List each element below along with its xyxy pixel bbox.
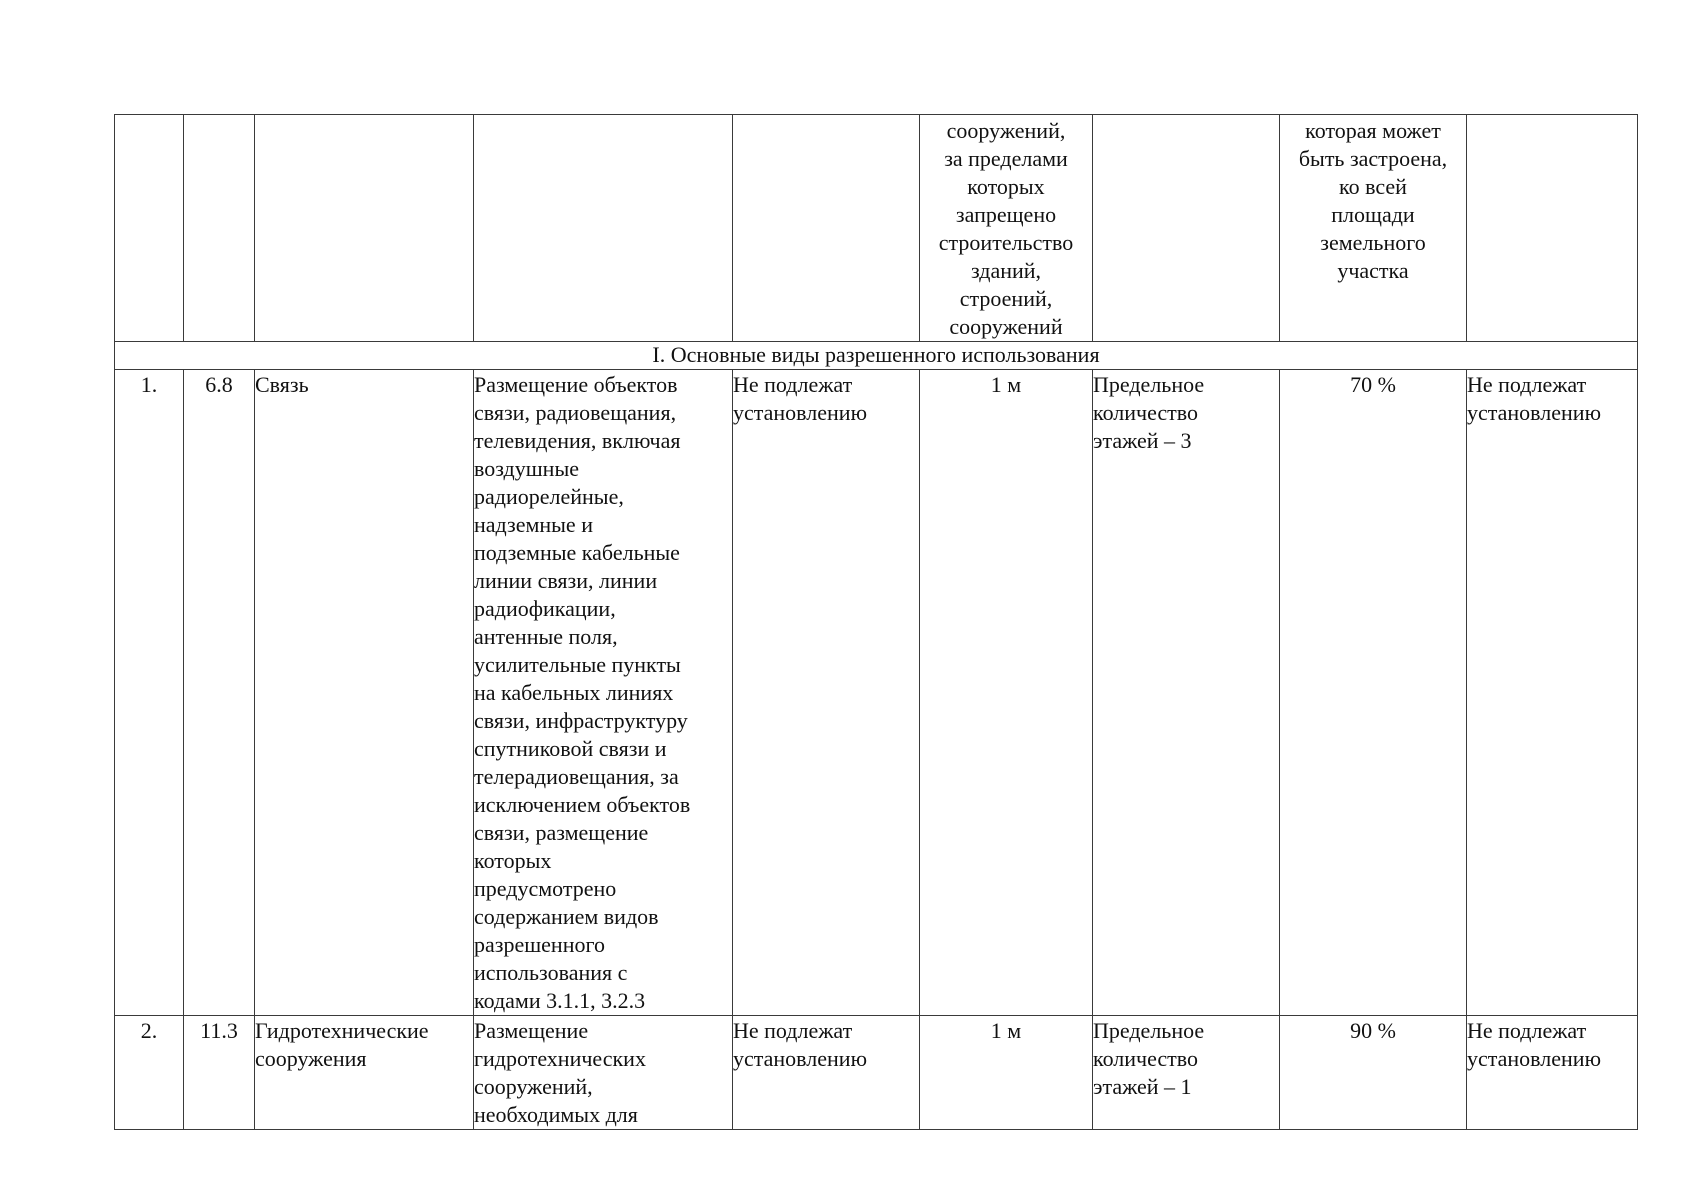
- row-code: 6.8: [205, 372, 233, 397]
- row-setback: 1 м: [990, 372, 1022, 397]
- row-number-cell: [115, 1016, 184, 1130]
- row-description: Размещение гидротехнических сооружений, необходимых для: [474, 1018, 646, 1127]
- row-floors: Предельное количество этажей – 1: [1093, 1018, 1205, 1099]
- land-use-regulations-table: [114, 114, 1638, 1130]
- row-other: Не подлежат установлению: [1467, 1018, 1602, 1071]
- row-plot-size: Не подлежат установлению: [733, 1018, 868, 1071]
- row-name: Связь: [255, 372, 309, 397]
- table-row: [115, 1016, 1638, 1130]
- row-code-cell: [184, 370, 255, 1016]
- row-number: 2.: [140, 1018, 158, 1043]
- row-other-cell: [1467, 370, 1638, 1016]
- row-coverage-cell: [1280, 370, 1467, 1016]
- row-coverage: 70 %: [1350, 372, 1396, 397]
- row-setback: 1 м: [990, 1018, 1022, 1043]
- row-plot-size: Не подлежат установлению: [733, 372, 868, 425]
- row-code: 11.3: [200, 1018, 238, 1043]
- row-other: Не подлежат установлению: [1467, 372, 1602, 425]
- row-setback-cell: [920, 1016, 1093, 1130]
- header-cell-num: [115, 115, 184, 342]
- row-floors: Предельное количество этажей – 3: [1093, 372, 1205, 453]
- header-cell-description: [474, 115, 733, 342]
- header-continuation-row: [115, 115, 1638, 342]
- row-name-cell: [255, 1016, 474, 1130]
- header-cell-code: [184, 115, 255, 342]
- header-setback-text: сооружений, за пределами которых запрещено строительство зданий, строений, сооружений: [938, 118, 1074, 339]
- row-description-cell: [474, 370, 733, 1016]
- section-title-cell: [115, 342, 1638, 370]
- header-cell-setback: [920, 115, 1093, 342]
- header-cell-other: [1467, 115, 1638, 342]
- row-floors-cell: [1093, 370, 1280, 1016]
- row-setback-cell: [920, 370, 1093, 1016]
- section-title-row: [115, 342, 1638, 370]
- row-coverage-cell: [1280, 1016, 1467, 1130]
- table-row: [115, 370, 1638, 1016]
- row-coverage: 90 %: [1350, 1018, 1396, 1043]
- row-other-cell: [1467, 1016, 1638, 1130]
- row-description: Размещение объектов связи, радиовещания, телевидения, включая воздушные радиорелейные, надземные и подземные кабельные линии связи, линии радиофикации, антенные поля, усилительные пункты на кабельных линиях связи, инфраструктуру спутниковой связи и телерадиовещания, за исключением объектов связи, размещение которых предусмотрено содержанием видов разрешенного использования с кодами 3.1.1, 3.2.3: [474, 372, 691, 1013]
- row-name-cell: [255, 370, 474, 1016]
- row-description-cell: [474, 1016, 733, 1130]
- header-cell-name: [255, 115, 474, 342]
- row-number: 1.: [140, 372, 158, 397]
- row-plot-size-cell: [733, 1016, 920, 1130]
- header-coverage-text: которая может быть застроена, ко всей площади земельного участка: [1298, 118, 1448, 283]
- row-floors-cell: [1093, 1016, 1280, 1130]
- header-cell-floors: [1093, 115, 1280, 342]
- header-cell-coverage: [1280, 115, 1467, 342]
- row-code-cell: [184, 1016, 255, 1130]
- header-cell-plot-size: [733, 115, 920, 342]
- section-title: I. Основные виды разрешенного использования: [652, 342, 1100, 367]
- row-number-cell: [115, 370, 184, 1016]
- row-name: Гидротехнические сооружения: [255, 1018, 429, 1071]
- row-plot-size-cell: [733, 370, 920, 1016]
